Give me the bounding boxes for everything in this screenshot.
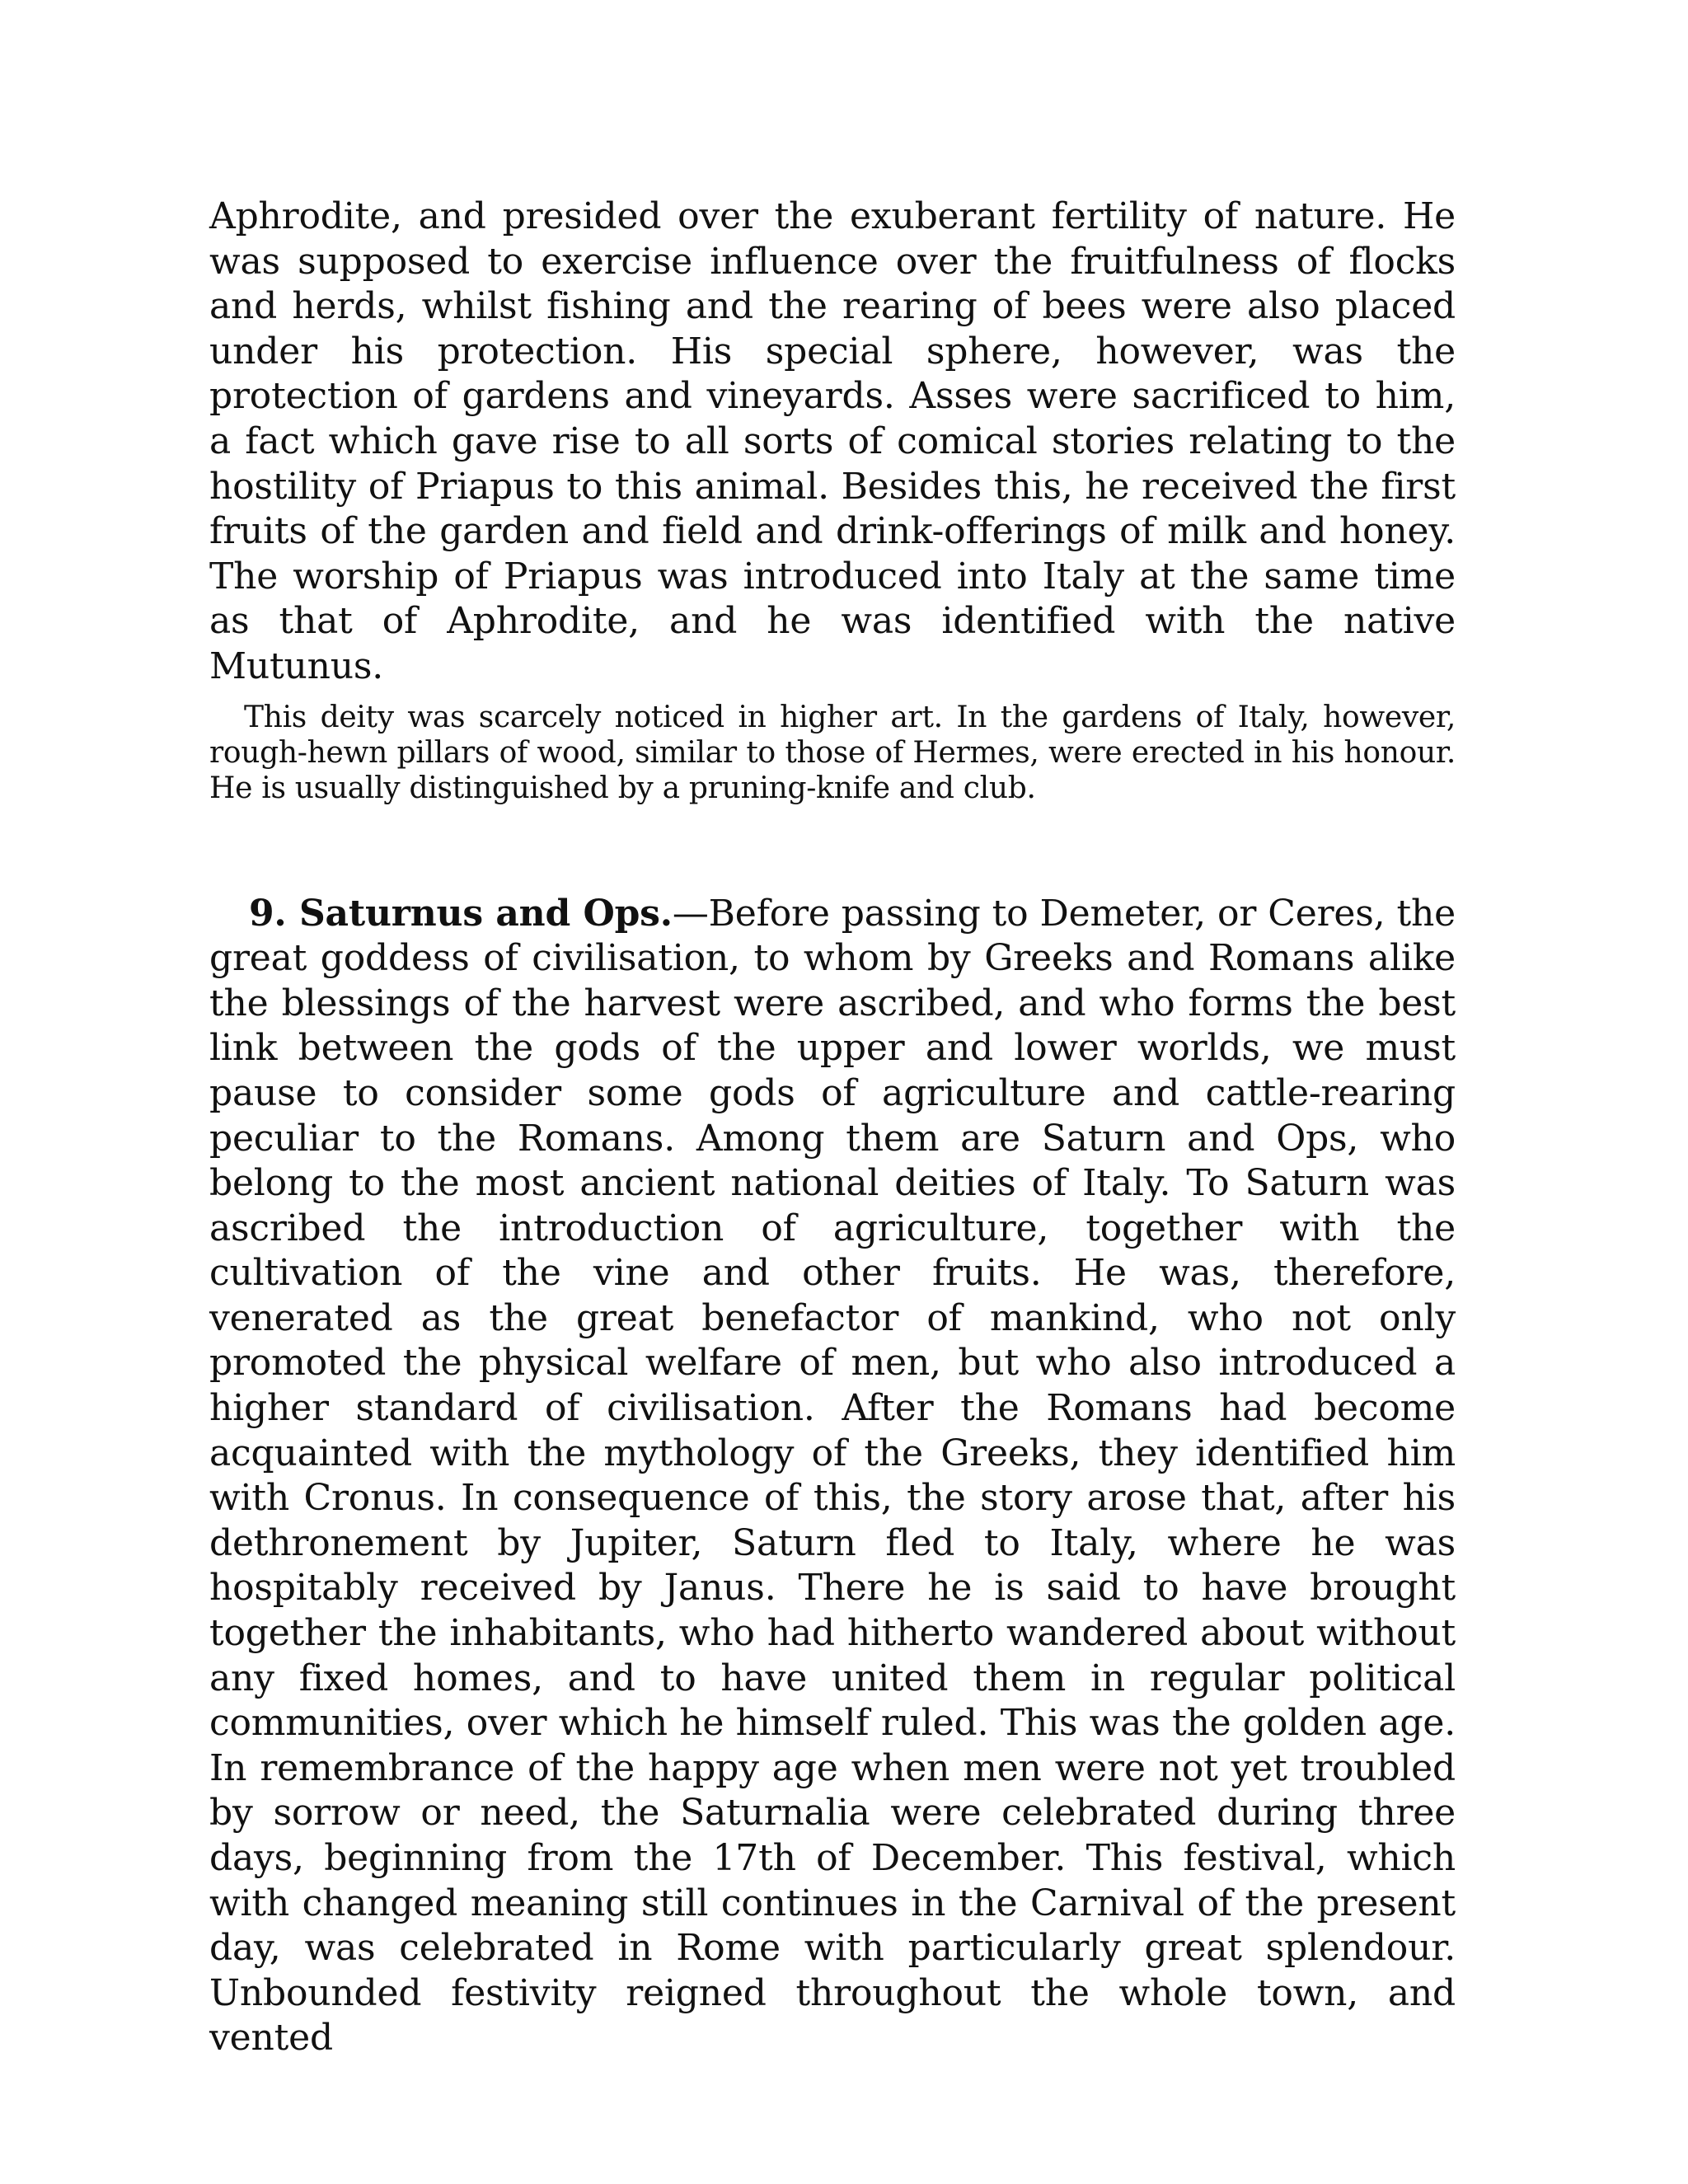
section-paragraph [209,892,1456,2061]
section-body-text: —Before passing to Demeter, or Ceres, the great goddess of civilisation, to whom by Greeks and Romans alike the blessings of the harvest were ascribed, and who forms the best link between the gods of the upper and lower worlds, we must pause to consider some gods of agriculture and cattle-rearing peculiar to the Romans. Among them are Saturn and Ops, who belong to the most ancient national deities of Italy. To Saturn was ascribed the introduction of agriculture, together with the cultivation of the vine and other fruits. He was, therefore, venerated as the great benefactor of mankind, who not only promoted the physical welfare of men, but who also introduced a higher standard of civilisation. After the Romans had become acquainted with the mythology of the Greeks, they identified him with Cronus. In consequence of this, the story arose that, after his dethronement by Jupiter, Saturn fled to Italy, where he was hospitably received by Janus. There he is said to have brought together the inhabitants, who had hitherto wandered about without any fixed homes, and to have united them in regular political communities, over which he himself ruled. This was the golden age. In remembrance of the happy age when men were not yet troubled by sorrow or need, the Saturnalia were celebrated during three days, beginning from the 17th of December. This festival, which with changed meaning still continues in the Carnival of the present day, was celebrated in Rome with particularly great splendour. Unbounded festivity reigned throughout the whole town, and vented [209,892,1456,2060]
note-paragraph-art: This deity was scarcely noticed in higher art. In the gardens of Italy, however, rough-hewn pillars of wood, similar to those of Hermes, were erected in his honour. He is usually distinguished by a pruning-knife and club. [209,700,1456,805]
section-saturnus-and-ops [209,892,1456,2061]
section-heading: 9. Saturnus and Ops. [249,892,673,935]
book-page [209,194,1456,2061]
body-paragraph-priapus: Aphrodite, and presided over the exuberant fertility of nature. He was supposed to exercise influence over the fruitfulness of flocks and herds, whilst fishing and the rearing of bees were also placed under his protection. His special sphere, however, was the protection of gardens and vineyards. Asses were sacrificed to him, a fact which gave rise to all sorts of comical stories relating to the hostility of Priapus to this animal. Besides this, he received the first fruits of the garden and field and drink-offerings of milk and honey. The worship of Priapus was introduced into Italy at the same time as that of Aphrodite, and he was identified with the native Mutunus. [209,195,1456,687]
